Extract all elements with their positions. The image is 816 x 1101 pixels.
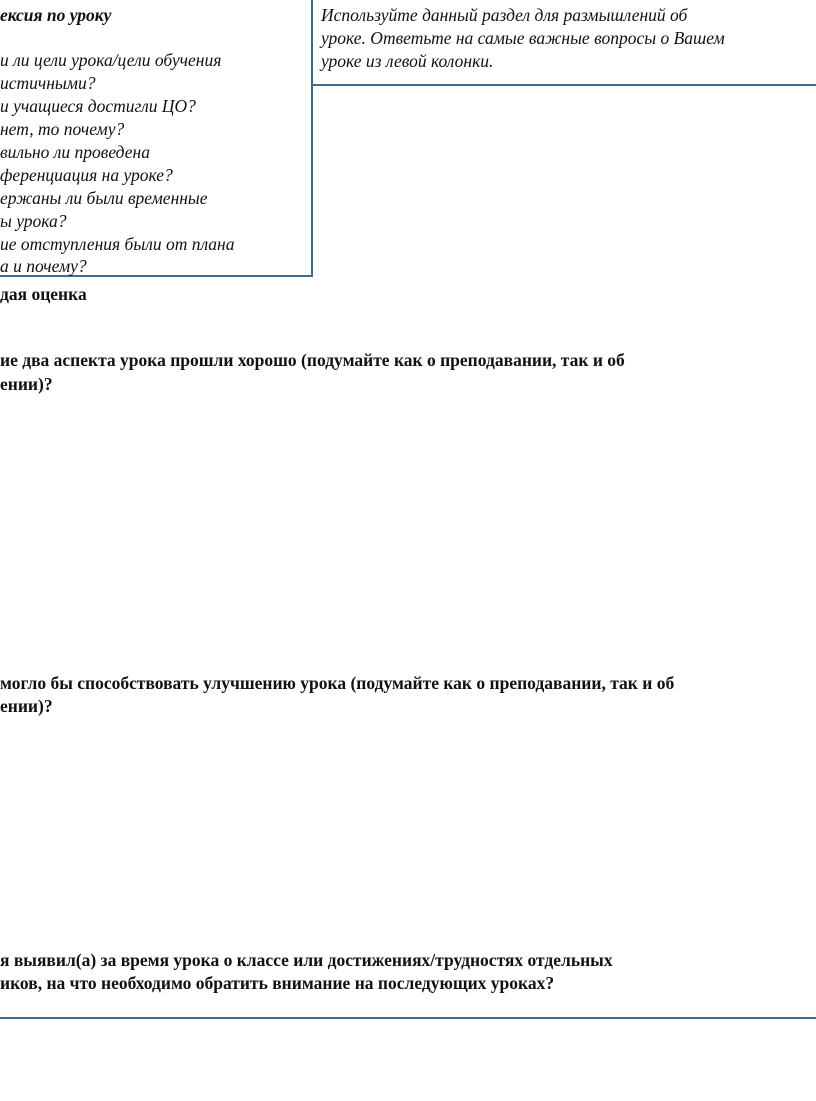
reflection-answer-cell[interactable] <box>313 86 816 277</box>
reflection-question-line: вильно ли проведена <box>0 142 150 162</box>
reflection-question-line: ие отступления были от плана <box>0 234 235 254</box>
reflection-question-line: ы урока? <box>0 211 67 231</box>
reflection-question-line: и учащиеся достигли ЦО? <box>0 96 196 116</box>
reflection-question-line: ференциация на уроке? <box>0 165 173 185</box>
summary-question-1-line: ении)? <box>0 374 53 394</box>
instruction-line: уроке. Ответьте на самые важные вопросы о Вашем <box>321 28 725 48</box>
summary-heading: дая оценка <box>0 284 87 304</box>
instruction-line: Используйте данный раздел для размышлений об <box>321 5 688 25</box>
reflection-instruction-cell <box>313 0 816 86</box>
table-bottom-border <box>0 1017 816 1019</box>
instruction-line: уроке из левой колонки. <box>321 51 494 71</box>
summary-question-3-line: я выявил(а) за время урока о классе или достижениях/трудностях отдельных <box>0 950 613 970</box>
summary-question-2-line: могло бы способствовать улучшению урока (подумайте как о преподавании, так и об <box>0 673 675 693</box>
summary-question-1-line: ие два аспекта урока прошли хорошо (подумайте как о преподавании, так и об <box>0 350 625 370</box>
reflection-questions-cell <box>0 0 313 277</box>
reflection-question-line: и ли цели урока/цели обучения <box>0 50 222 70</box>
reflection-heading: ексия по уроку <box>0 5 112 25</box>
summary-question-3-line: иков, на что необходимо обратить внимание на последующих уроках? <box>0 973 555 993</box>
reflection-question-line: нет, то почему? <box>0 119 125 139</box>
reflection-question-line: ержаны ли были временные <box>0 188 208 208</box>
summary-question-2-line: ении)? <box>0 696 53 716</box>
reflection-question-line: а и почему? <box>0 256 87 276</box>
reflection-question-line: истичными? <box>0 73 96 93</box>
